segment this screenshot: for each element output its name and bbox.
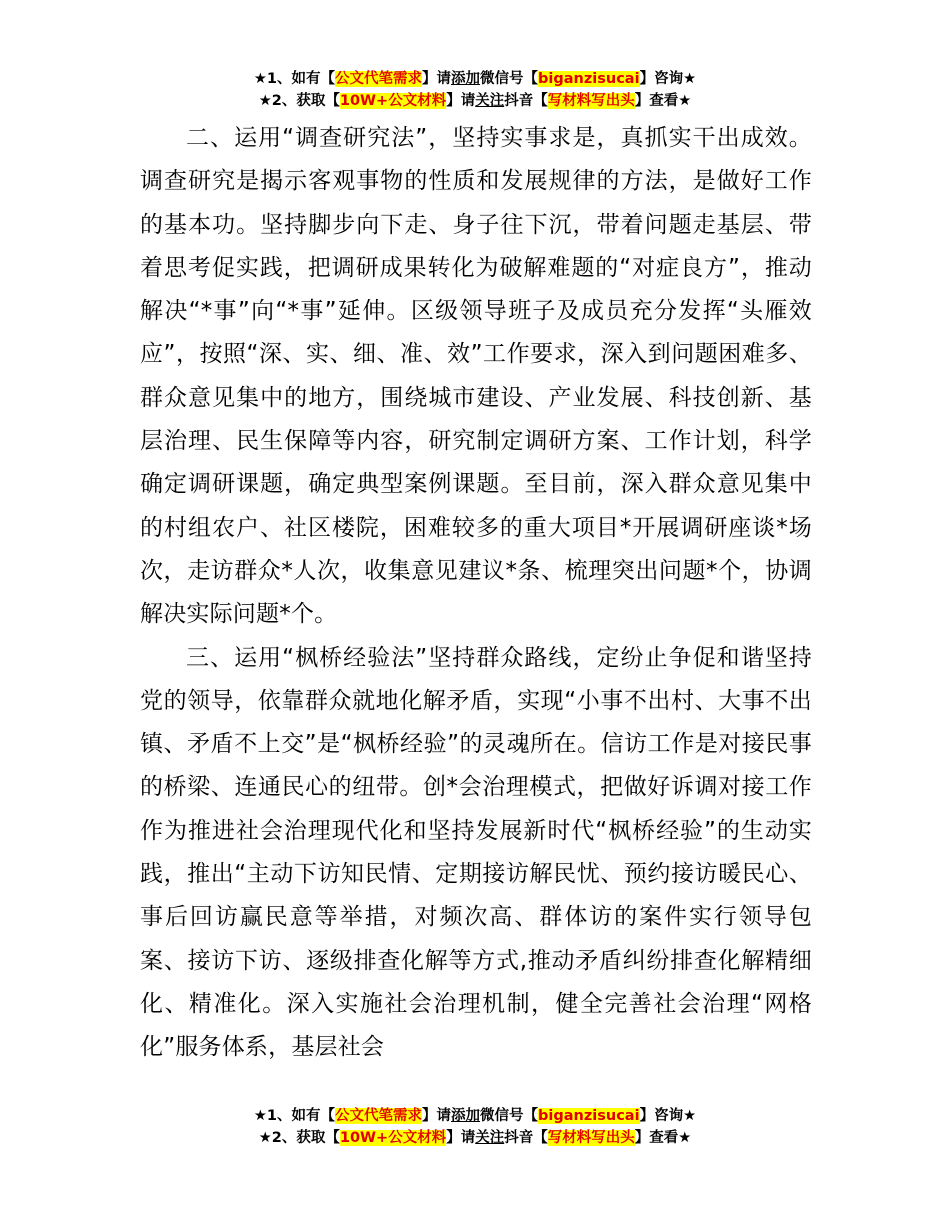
star-icon: ★ bbox=[258, 1130, 272, 1146]
star-icon: ★ bbox=[253, 71, 267, 87]
header-banner bbox=[0, 68, 950, 112]
highlight-service: 公文代笔需求 bbox=[335, 71, 423, 87]
banner-line-1: ★1、如有【公文代笔需求】请添加微信号【biganzisucai】咨询★ bbox=[253, 71, 697, 87]
star-icon: ★ bbox=[253, 1108, 267, 1124]
highlight-service: 公文代笔需求 bbox=[335, 1108, 423, 1124]
highlight-wechat-id: biganzisucai bbox=[538, 1108, 640, 1124]
paragraph-fengqiao-experience: 三、运用“枫桥经验法”坚持群众路线，定纷止争促和谐坚持党的领导，依靠群众就地化解矛盾，实现“小事不出村、大事不出镇、矛盾不上交”是“枫桥经验”的灵魂所在。信访工作是对接民事的桥梁、连通民心的纽带。创*会治理模式，把做好诉调对接工作作为推进社会治理现代化和坚持发展新时代“枫桥经验”的生动实践，推出“主动下访知民情、定期接访解民忧、预约接访暖民心、事后回访赢民意等举措，对频次高、群体访的案件实行领导包案、接访下访、逐级排查化解等方式,推动矛盾纠纷排查化解精细化、精准化。深入实施社会治理机制，健全完善社会治理“网格化”服务体系，基层社会 bbox=[140, 644, 812, 1061]
highlight-materials: 10W+公文材料 bbox=[339, 93, 447, 109]
document-body bbox=[140, 117, 812, 1070]
highlight-materials: 10W+公文材料 bbox=[339, 1130, 447, 1146]
banner-line-2: ★2、获取【10W+公文材料】请关注抖音【写材料写出头】查看★ bbox=[258, 93, 692, 109]
highlight-douyin-account: 写材料写出头 bbox=[547, 93, 635, 109]
highlight-douyin-account: 写材料写出头 bbox=[547, 1130, 635, 1146]
banner-line-2: ★2、获取【10W+公文材料】请关注抖音【写材料写出头】查看★ bbox=[258, 1130, 692, 1146]
star-icon: ★ bbox=[258, 93, 272, 109]
highlight-wechat-id: biganzisucai bbox=[538, 71, 640, 87]
footer-banner bbox=[0, 1105, 950, 1149]
banner-line-1: ★1、如有【公文代笔需求】请添加微信号【biganzisucai】咨询★ bbox=[253, 1108, 697, 1124]
paragraph-survey-research: 二、运用“调查研究法”，坚持实事求是，真抓实干出成效。调查研究是揭示客观事物的性质和发展规律的方法，是做好工作的基本功。坚持脚步向下走、身子往下沉，带着问题走基层、带着思考促实践，把调研成果转化为破解难题的“对症良方”，推动解决“*事”向“*事”延伸。区级领导班子及成员充分发挥“头雁效应”，按照“深、实、细、准、效”工作要求，深入到问题困难多、群众意见集中的地方，围绕城市建设、产业发展、科技创新、基层治理、民生保障等内容，研究制定调研方案、工作计划，科学确定调研课题，确定典型案例课题。至目前，深入群众意见集中的村组农户、社区楼院，困难较多的重大项目*开展调研座谈*场次，走访群众*人次，收集意见建议*条、梳理突出问题*个，协调解决实际问题*个。 bbox=[140, 125, 812, 628]
